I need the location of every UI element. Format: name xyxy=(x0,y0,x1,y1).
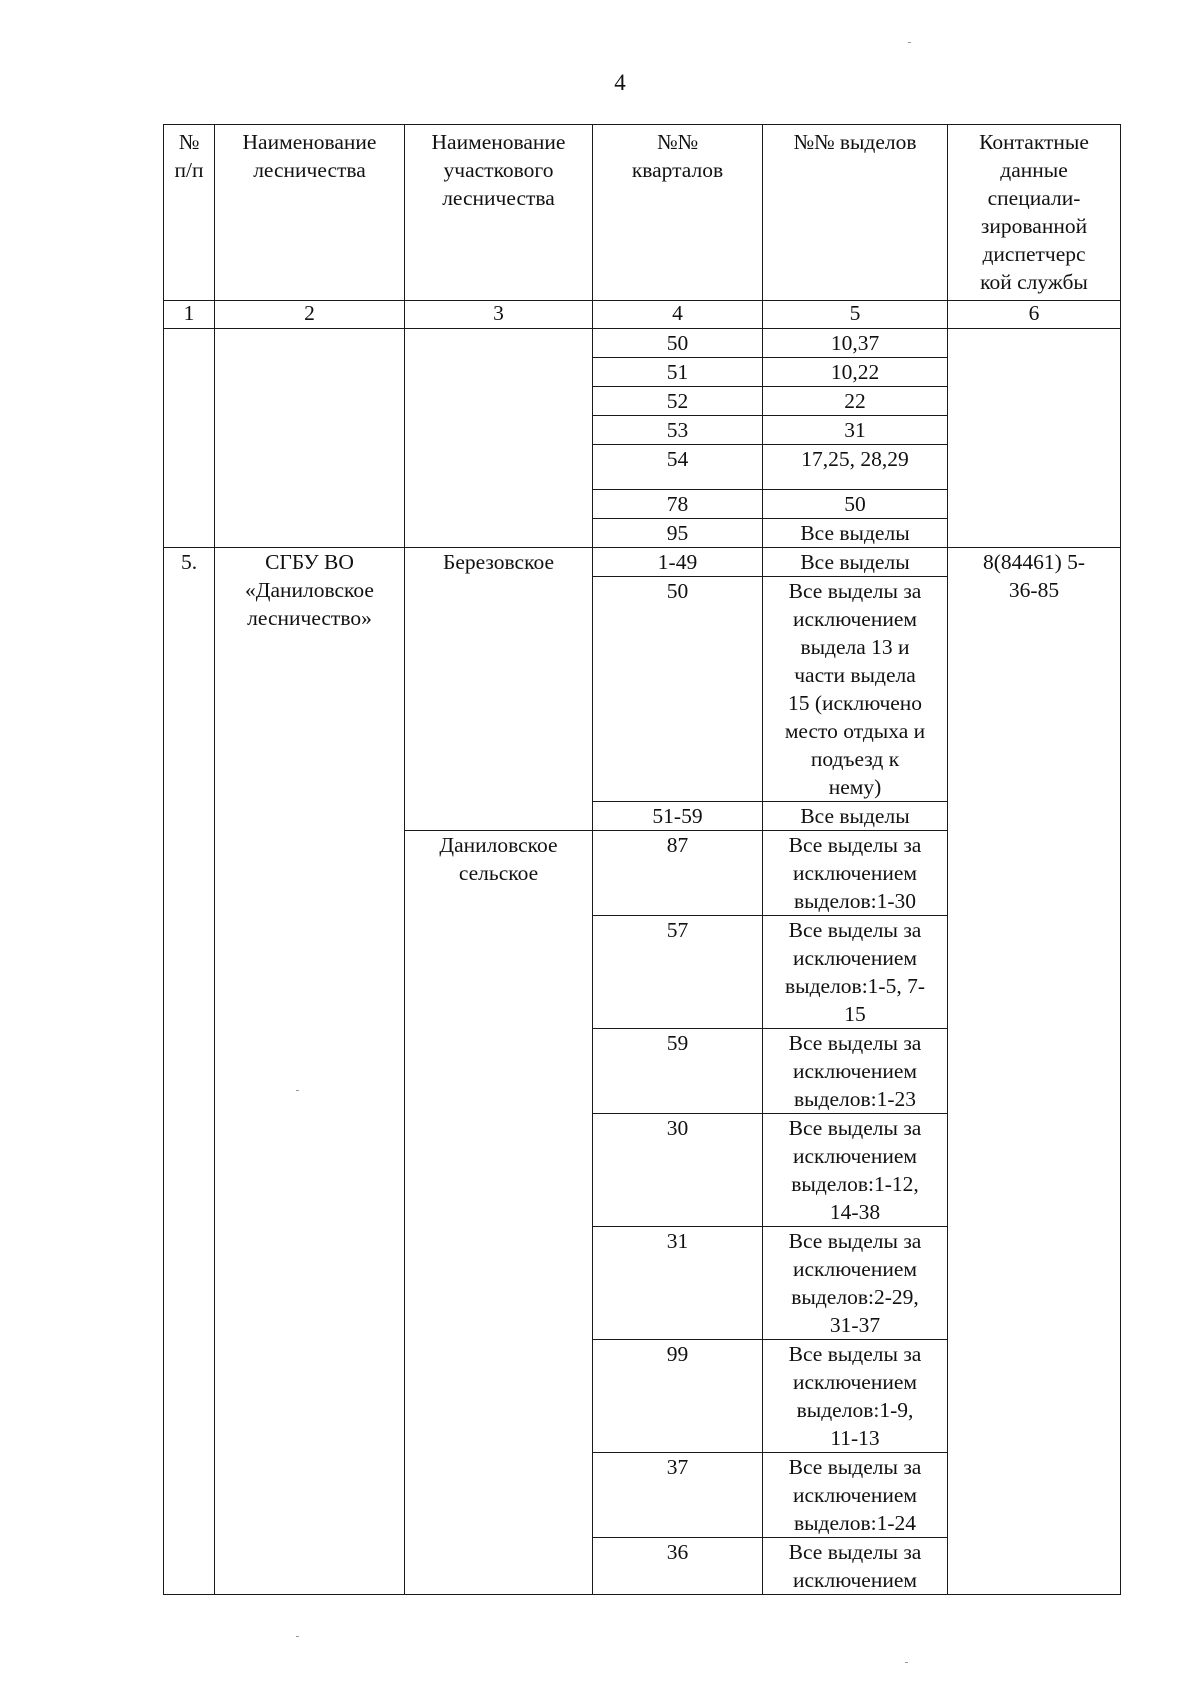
scan-speck xyxy=(905,1662,908,1663)
kvartal-cell: 87 xyxy=(593,831,763,916)
scan-speck xyxy=(908,42,911,43)
scan-speck xyxy=(296,1636,299,1637)
vydel-cell: Все выделы за исключением xyxy=(763,1538,948,1595)
kvartal-cell: 59 xyxy=(593,1029,763,1114)
kvartal-cell: 99 xyxy=(593,1340,763,1453)
kvartal-cell: 57 xyxy=(593,916,763,1029)
empty-cell xyxy=(164,329,215,548)
table-row xyxy=(164,548,1121,577)
column-number: 4 xyxy=(593,301,763,329)
kvartal-cell: 37 xyxy=(593,1453,763,1538)
column-number: 5 xyxy=(763,301,948,329)
vydel-cell: 50 xyxy=(763,490,948,519)
kvartal-cell: 52 xyxy=(593,387,763,416)
entry-number: 5. xyxy=(164,548,215,1595)
vydel-cell: Все выделы xyxy=(763,548,948,577)
forestry-table xyxy=(163,124,1121,1595)
vydel-cell: Все выделы за исключением выделов:1-5, 7- 15 xyxy=(763,916,948,1029)
header-cell-uchastok: Наименование участкового лесничества xyxy=(405,125,593,301)
vydel-cell: Все выделы за исключением выделов:1-24 xyxy=(763,1453,948,1538)
kvartal-cell: 78 xyxy=(593,490,763,519)
empty-cell xyxy=(948,329,1121,548)
vydel-cell: 22 xyxy=(763,387,948,416)
contact-cell: 8(84461) 5- 36-85 xyxy=(948,548,1121,1595)
kvartal-cell: 95 xyxy=(593,519,763,548)
header-cell-lesnichestvo: Наименование лесничества xyxy=(215,125,405,301)
column-number: 6 xyxy=(948,301,1121,329)
table-row xyxy=(164,329,1121,358)
kvartal-cell: 53 xyxy=(593,416,763,445)
lesnichestvo-name: СГБУ ВО «Даниловское лесничество» xyxy=(215,548,405,1595)
header-cell-contacts: Контактные данные специали- зированной диспетчерс кой службы xyxy=(948,125,1121,301)
kvartal-cell: 51 xyxy=(593,358,763,387)
kvartal-cell: 50 xyxy=(593,577,763,802)
table-header-row xyxy=(164,125,1121,301)
kvartal-cell: 36 xyxy=(593,1538,763,1595)
vydel-cell: Все выделы за исключением выделов:1-30 xyxy=(763,831,948,916)
kvartal-cell: 30 xyxy=(593,1114,763,1227)
vydel-cell: 10,37 xyxy=(763,329,948,358)
kvartal-cell: 54 xyxy=(593,445,763,490)
column-number: 1 xyxy=(164,301,215,329)
uchastok-name: Березовское xyxy=(405,548,593,831)
scan-speck xyxy=(296,1090,299,1091)
header-cell-vydely: №№ выделов xyxy=(763,125,948,301)
vydel-cell: Все выделы xyxy=(763,519,948,548)
kvartal-cell: 31 xyxy=(593,1227,763,1340)
vydel-cell: 17,25, 28,29 xyxy=(763,445,948,490)
kvartal-cell: 50 xyxy=(593,329,763,358)
column-number-row xyxy=(164,301,1121,329)
uchastok-name: Даниловское сельское xyxy=(405,831,593,1595)
header-cell-kvartaly: №№ кварталов xyxy=(593,125,763,301)
vydel-cell: 10,22 xyxy=(763,358,948,387)
column-number: 3 xyxy=(405,301,593,329)
vydel-cell: Все выделы за исключением выделов:1-9, 11-13 xyxy=(763,1340,948,1453)
vydel-cell: Все выделы xyxy=(763,802,948,831)
vydel-cell: 31 xyxy=(763,416,948,445)
kvartal-cell: 1-49 xyxy=(593,548,763,577)
vydel-cell: Все выделы за исключением выделов:1-23 xyxy=(763,1029,948,1114)
header-cell-num: № п/п xyxy=(164,125,215,301)
vydel-cell: Все выделы за исключением выделов:2-29, 31-37 xyxy=(763,1227,948,1340)
vydel-cell: Все выделы за исключением выделов:1-12, 14-38 xyxy=(763,1114,948,1227)
kvartal-cell: 51-59 xyxy=(593,802,763,831)
vydel-cell: Все выделы за исключением выдела 13 и части выдела 15 (исключено место отдыха и подъезд к нему) xyxy=(763,577,948,802)
page-number: 4 xyxy=(614,70,626,95)
empty-cell xyxy=(405,329,593,548)
empty-cell xyxy=(215,329,405,548)
column-number: 2 xyxy=(215,301,405,329)
